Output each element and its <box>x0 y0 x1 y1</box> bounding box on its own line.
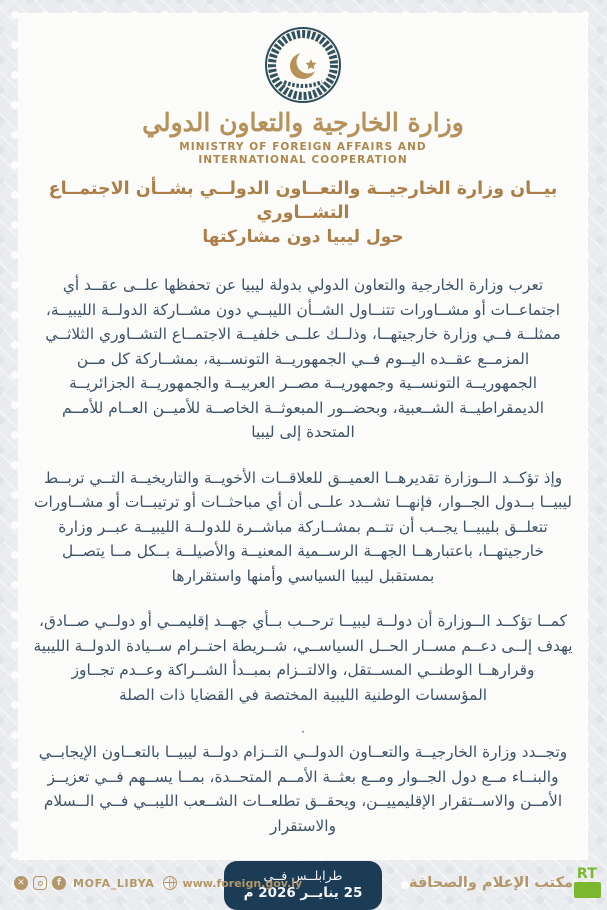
footer-bar <box>0 860 607 900</box>
paragraph-line: اجتماعــات أو مشــاورات تتنــاول الشــأن الليبــي دون مشــاركة الدولــة الليبيــة، <box>45 300 561 319</box>
facebook-icon: f <box>52 876 66 890</box>
paragraph-2 <box>22 466 584 589</box>
paragraph-1 <box>22 273 584 445</box>
statement-title <box>18 177 588 249</box>
ministry-name-english <box>18 141 588 167</box>
instagram-lens-dot <box>38 881 43 886</box>
statement-title-line1: بيــان وزارة الخارجيــة والتعــاون الدولــي بشــأن الاجتمــاع التشــاوري <box>48 179 558 223</box>
rt-logo-text: RT <box>576 866 598 882</box>
paragraph-line: والبنــاء مــع دول الجــوار ومــع بعثــة الأمــم المتحــدة، بمــا يســهم فــي تعزيــز <box>47 767 559 786</box>
paragraph-line: بمستقبل ليبيا السياسي وأمنها واستقرارها <box>171 566 435 585</box>
paragraph-line: وإذ تؤكــد الــوزارة تقديرهــا العميــق للعلاقــات الأخويــة والتاريخيــة التــي تربــط <box>43 468 563 487</box>
paragraph-line: الأمــن والاســتقرار الإقليمييــن، ويحقــق تطلعــات الشــعب الليبــي فــي الــسلام <box>43 792 563 810</box>
paragraph-line: ليبيــا بــدول الجــوار، فإنهــا تشــدد علــى أن أي مباحثــات أو ترتيبــات أو مشــاورات <box>34 493 572 511</box>
website-url: www.foreign.gov.ly <box>182 876 303 890</box>
paragraph-line: وتجــدد وزارة الخارجيــة والتعــاون الدولــي التــزام دولــة ليبيــا بالتعــاون الإيجابــي <box>38 743 568 761</box>
ministry-en-line2: INTERNATIONAL COOPERATION <box>198 154 408 166</box>
paragraph-line: الديمقراطيــة الشــعبية، وبحضــور المبعوثــة الخاصــة للأميــن العــام للأمــم <box>61 398 545 417</box>
emblem-icon <box>264 26 342 104</box>
ministry-name-arabic: وزارة الخارجية والتعاون الدولي <box>142 108 464 137</box>
rt-watermark <box>572 868 602 898</box>
badge-date: 25 ينايــر 2026 م <box>243 885 363 901</box>
paragraph-line: يهدف إلــى دعــم مســار الحــل السياســي، شــريطة احتــرام ســيادة الدولــة الليبية <box>33 636 573 655</box>
statement-body <box>18 273 588 838</box>
paragraph-3 <box>22 609 584 707</box>
paragraph-line: الجمهوريــة التونســية وجمهوريــة مصــر العربيــة والجمهوريــة الجزائريــة <box>69 374 537 392</box>
paragraph-line: تتعلــق بليبيــا يجــب أن تتــم بمشــاركة مباشــرة للدولــة الليبيــة عبــر وزارة <box>58 517 548 536</box>
instagram-icon <box>33 876 47 890</box>
paragraph-4 <box>22 740 584 838</box>
x-twitter-icon: ✕ <box>14 876 28 890</box>
social-handle: MOFA_LIBYA <box>73 876 155 890</box>
paragraph-line: خارجيتهــا، باعتبارهــا الجهــة الرســمية المعنيــة والأصيلــة بــكل مــا يتصــل <box>62 542 544 560</box>
press-office-label: مكتب الإعلام والصحافة <box>409 875 573 891</box>
header <box>18 26 588 167</box>
paragraph-line: ممثلــة فــي وزارة خارجيتهــا، وذلــك علــى خلفيــة الاجتمــاع التشــاوري الثلاثــي <box>45 325 561 343</box>
statement-title-line2: حول ليبيا دون مشاركتها <box>202 227 404 247</box>
government-emblem <box>264 26 342 104</box>
paragraph-line: المزمــع عقــده اليــوم فــي الجمهوريــة التونســية، بمشــاركة كل مــن <box>76 349 530 368</box>
footer-social-group <box>14 876 302 890</box>
separator-dot: · <box>301 725 305 739</box>
paragraph-line: تعرب وزارة الخارجية والتعاون الدولي بدولة ليبيا عن تحفظها علــى عقــد أي <box>62 276 544 294</box>
rt-logo-box <box>574 882 601 898</box>
paragraph-line: والاستقرار <box>269 816 336 835</box>
paragraph-line: المؤسسات الوطنية الليبية المختصة في القضايا ذات الصلة <box>118 685 488 704</box>
globe-icon <box>163 876 177 890</box>
paragraph-line: كمــا تؤكــد الــوزارة أن دولــة ليبيــا ترحــب بــأي جهــد إقليمــي أو دولــي صــادق، <box>39 612 567 630</box>
ministry-en-line1: MINISTRY OF FOREIGN AFFAIRS AND <box>179 141 427 153</box>
badge-place: طرابلــس فــي <box>263 868 343 883</box>
paragraph-line: المتحدة إلى ليبيا <box>251 423 355 441</box>
paragraph-line: وقرارهــا الوطنــي المســتقل، والالتــزام بمبــدأ الشــراكة وعــدم تجــاوز <box>71 661 535 679</box>
